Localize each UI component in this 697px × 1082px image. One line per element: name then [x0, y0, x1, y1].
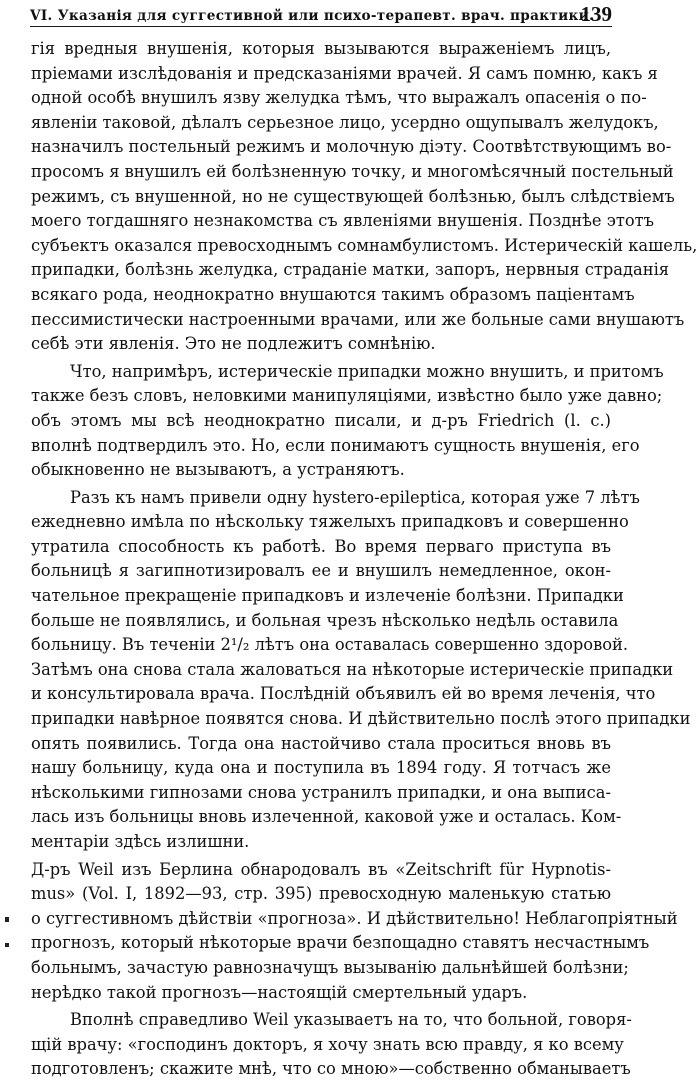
text-line: Затѣмъ она снова стала жаловаться на нѣкоторые истерическіе припадки: [31, 659, 674, 679]
text-line: пессимистически настроенными врачами, или же больные сами внушаютъ: [31, 309, 685, 329]
text-line: субъектъ оказался превосходнымъ сомнамбулистомъ. Истерическій кашель,: [31, 235, 697, 255]
text-line: нашу больницу, куда она и поступила въ 1894 году. Я тотчасъ же: [31, 758, 611, 778]
text-line: назначилъ постельный режимъ и молочную діэту. Соотвѣтствующимъ во-: [31, 137, 672, 157]
text-line: пріемами изслѣдованія и предсказаніями врачей. Я самъ помню, какъ я: [31, 63, 658, 83]
text-line: о суггестивномъ дѣйствіи «прогноза». И дѣйствительно! Неблагопріятный: [31, 908, 678, 928]
text-line: явленіи таковой, дѣлалъ серьезное лицо, усердно ощупывалъ желудокъ,: [31, 112, 659, 132]
paragraph: [31, 486, 691, 855]
text-line: режимъ, съ внушенной, но не существующей болѣзнью, былъ слѣдствіемъ: [31, 186, 675, 206]
text-line: утратила способность къ работѣ. Во время перваго приступа въ: [31, 536, 611, 556]
running-header-title: VI. Указанія для суггестивной или психо-терапевт. врач. практики.: [30, 8, 594, 24]
text-line: просомъ я внушилъ ей болѣзненную точку, и многомѣсячный постельный: [31, 161, 674, 181]
text-line: нерѣдко такой прогнозъ—настоящій смертельный ударъ.: [31, 982, 528, 1002]
text-line: лась изъ больницы вновь излеченной, каковой уже и осталась. Ком-: [31, 807, 622, 827]
body-text: [31, 37, 697, 1082]
text-line: больнымъ, зачастую равнозначущъ вызыванію дальнѣйшей болѣзни;: [31, 957, 629, 977]
text-line: Вполнѣ справедливо Weil указываетъ на то, что больной, говоря-: [70, 1010, 632, 1030]
text-line: объ этомъ мы всѣ неоднократно писали, и д-ръ Friedrich (l. c.): [31, 410, 611, 430]
text-line: моего тогдашняго незнакомства съ явленіями внушенія. Позднѣе этотъ: [31, 211, 655, 231]
margin-mark: [5, 943, 9, 947]
text-line: и консультировала врача. Послѣдній объявилъ ей во время леченія, что: [31, 684, 656, 704]
text-line: припадки, болѣзнь желудка, страданіе матки, запоръ, нервныя страданія: [31, 260, 670, 280]
text-line: ежедневно имѣла по нѣскольку тяжелыхъ припадковъ и совершенно: [31, 512, 629, 532]
running-header: [30, 2, 612, 28]
text-line: щій врачу: «господинъ докторъ, я хочу знать всю правду, я ко всему: [31, 1034, 624, 1054]
text-line: больницѣ я загипнотизировалъ ее и внушилъ немедленное, окон-: [31, 561, 611, 581]
text-line: прогнозъ, который нѣкоторые врачи безпощадно ставятъ несчастнымъ: [31, 933, 650, 953]
text-line: Что, напримѣръ, истерическіе припадки можно внушить, и притомъ: [70, 361, 664, 381]
text-line: обыкновенно не вызываютъ, а устраняютъ.: [31, 460, 405, 480]
paragraph: [31, 858, 678, 1006]
paragraph: [31, 1008, 632, 1082]
page-number: 139: [580, 2, 612, 26]
header-rule: [30, 26, 612, 27]
margin-mark: [5, 917, 9, 922]
text-line: больше не появлялись, и больная чрезъ нѣсколько недѣль оставила: [31, 610, 619, 630]
text-line: опять появились. Тогда она настойчиво стала проситься вновь въ: [31, 733, 611, 753]
text-line: чательное прекращеніе припадковъ и излеченіе болѣзни. Припадки: [31, 586, 624, 606]
text-line: вполнѣ подтвердилъ это. Но, если понимаютъ сущность внушенія, его: [31, 435, 640, 455]
text-line: подготовленъ; скажите мнѣ, что со мною»—собственно обманываетъ: [31, 1059, 631, 1079]
text-line: больницу. Въ теченіи 2¹/₂ лѣтъ она оставалась совершенно здоровой.: [31, 635, 629, 655]
text-line: mus» (Vol. I, 1892—93, стр. 395) превосходную маленькую статью: [31, 884, 611, 904]
text-line: всякаго рода, неоднократно внушаются такимъ образомъ пацiентамъ: [31, 284, 635, 304]
text-line: одной особѣ внушилъ язву желудка тѣмъ, что выражалъ опасенія о по-: [31, 88, 647, 108]
paragraph: [31, 360, 664, 483]
text-line: Д-ръ Weil изъ Берлина обнародовалъ въ «Zeitschrift für Hypnotis-: [31, 859, 611, 879]
text-line: себѣ эти явленія. Это не подлежитъ сомнѣнію.: [31, 334, 436, 354]
text-line: припадки навѣрное появятся снова. И дѣйствительно послѣ этого припадки: [31, 709, 691, 729]
text-line: гія вредныя внушенія, которыя вызываются выраженіемъ лицъ,: [31, 39, 611, 58]
text-line: также безъ словъ, неловкими манипуляціями, извѣстно было уже давно;: [31, 386, 663, 406]
text-line: Разъ къ намъ привели одну hystero-epileptica, которая уже 7 лѣтъ: [70, 487, 640, 507]
text-line: ментаріи здѣсь излишни.: [31, 832, 250, 851]
paragraph: [31, 37, 697, 357]
text-line: нѣсколькими гипнозами снова устранилъ припадки, и она выписа-: [31, 782, 611, 802]
